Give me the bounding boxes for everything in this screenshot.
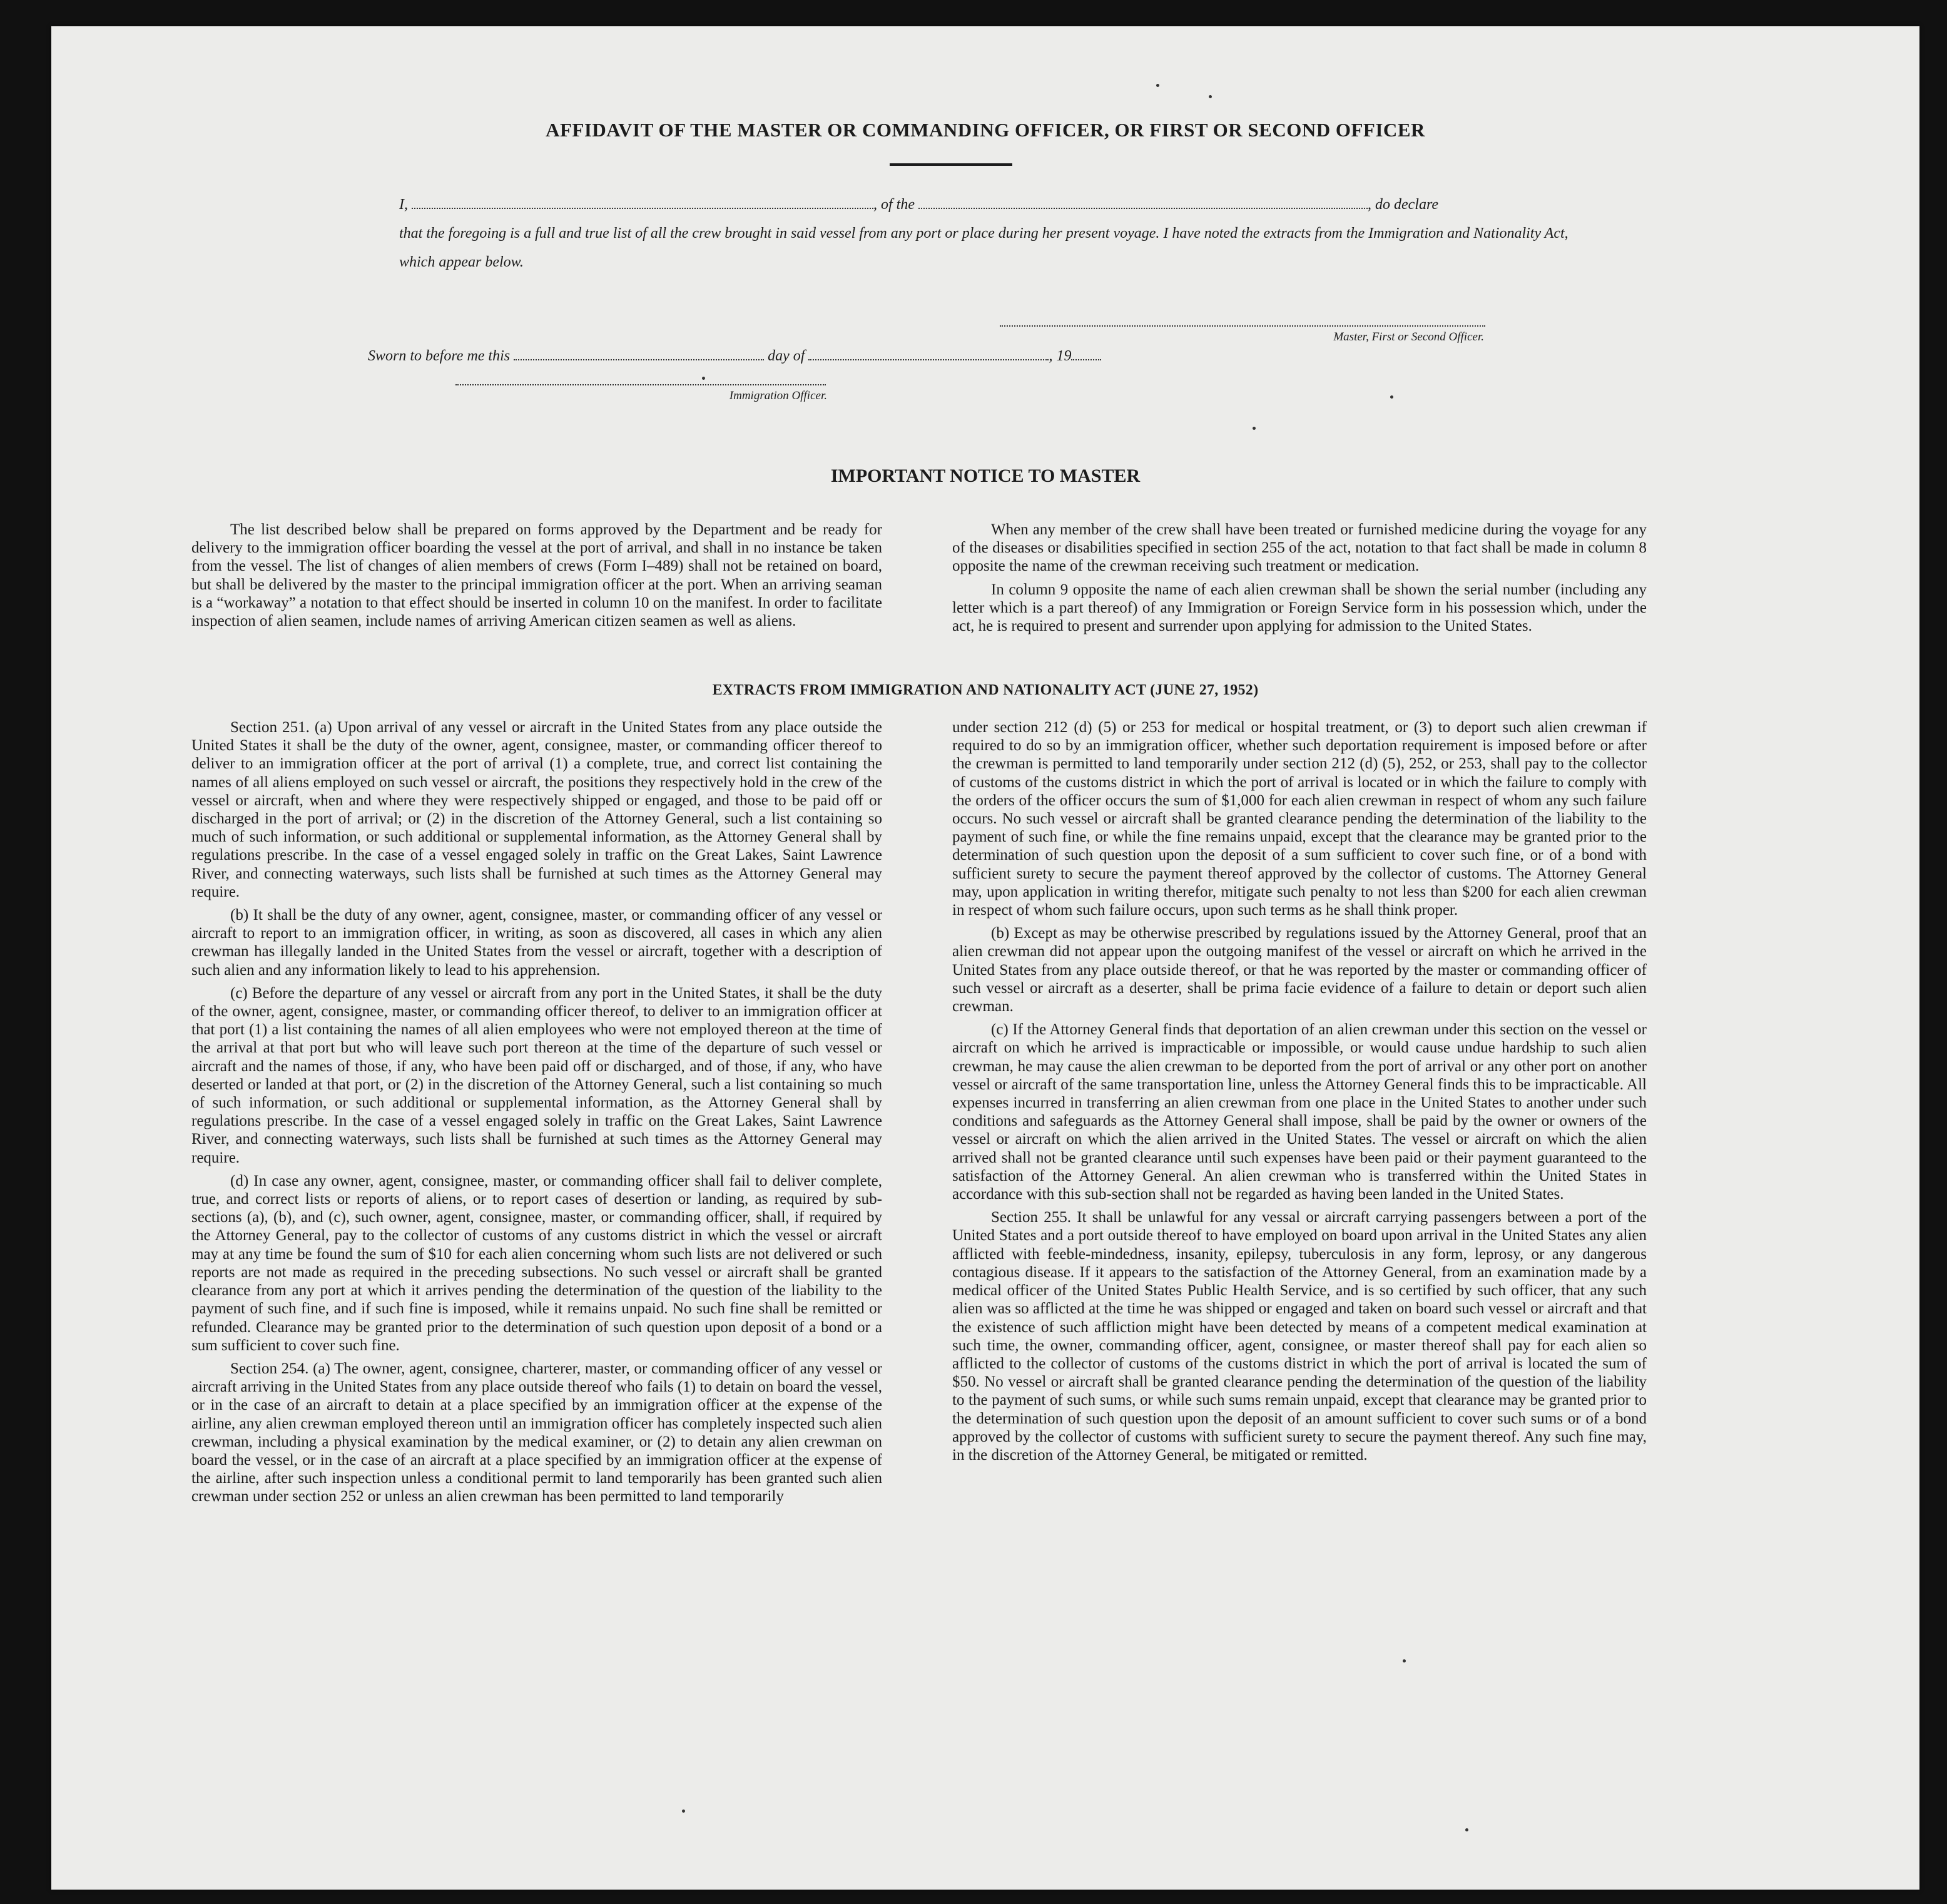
extracts-right-column [952,718,1647,1464]
affidavit-title: AFFIDAVIT OF THE MASTER OR COMMANDING OFFICER, OR FIRST OR SECOND OFFICER [546,119,1425,141]
vessel-field[interactable] [918,196,1368,209]
section-251c-paragraph: (c) Before the departure of any vessel or aircraft from any port in the United States, it shall be the duty of the owner, agent, consignee, master, or commanding officer thereof, to deliver to an immigration officer at that port (1) a list containing the names of all alien employees who were not employed thereon at the time of the arrival at that port but who will leave such port thereon at the time of the departure of such vessel or aircraft and the names of those, if any, who have been paid off or discharged, and of those, if any, who have deserted or landed at that port, or (2) in the discretion of the Attorney General, such a list containing so much of such information, or such additional or supplemental information, as the Attorney General shall by regulations prescribe. In the case of a vessel engaged solely in traffic on the Great Lakes, Saint Lawrence River, and connecting waterways, such lists shall be furnished at such times as the Attorney General may require. [191,984,882,1166]
sworn-label: Sworn to before me this [368,348,511,364]
do-declare-label: , do declare [1368,196,1439,213]
scan-speck [702,377,705,380]
master-caption: Master, First or Second Officer. [1333,330,1484,344]
section-251b-paragraph: (b) It shall be the duty of any owner, agent, consignee, master, or commanding officer of any vessel or aircraft to report to an immigration officer, in writing, as soon as discovered, all cases in which any alien crewman has illegally landed in the United States from the vessel or aircraft, together with a description of such alien and any information likely to lead to his apprehension. [191,907,882,979]
sworn-line [368,348,1101,365]
title-rule [890,163,1012,166]
scan-speck [682,1810,685,1813]
section-255-paragraph: Section 255. It shall be unlawful for any vessal or aircraft carrying passengers between a port of the United States and a port outside thereof to have employed on board upon arrival in the United States any alien afflicted with feeble-mindedness, insanity, epilepsy, tuberculosis in any form, leprosy, or any dangerous contagious disease. If it appears to the satisfaction of the Attorney General, from an examination made by a medical officer of the United States Public Health Service, and is so certified by such officer, that any such alien was so afflicted at the time he was shipped or engaged and taken on board such vessel or aircraft and that the existence of such affliction might have been detected by means of a competent medical examination at such time, the owner, commanding officer, agent, consignee, or master thereof shall pay for each alien so afflicted to the collector of customs of the customs district in which the port of arrival is located the sum of $50. No vessel or aircraft shall be granted clearance pending the determination of the question of the liability to the payment of such sums, or while such sums remain unpaid, except that clearance may be granted prior to the determination of such question upon the deposit of an amount sufficient to cover such sums or of a bond approved by the collector of customs with sufficient surety to secure the payment thereof. Any such fine may, in the discretion of the Attorney General, be mitigated or remitted. [952,1209,1647,1464]
extracts-left-column [191,718,882,1506]
notice-right-paragraph: When any member of the crew shall have been treated or furnished medicine during the voyage for any of the diseases or disabilities specified in section 255 of the act, notation to that fact shall be made in column 8 opposite the name of the crewman receiving such treatment or medication. [952,521,1647,575]
declaration-first-line [334,190,1585,219]
section-254a-continued-paragraph: under section 212 (d) (5) or 253 for medical or hospital treatment, or (3) to deport such alien crewman if required to do so by an immigration officer, whether such deportation requirement is imposed before or after the crewman is permitted to land temporarily under section 212 (d) (5), 252, or 253, shall pay to the collector of customs of the customs district in which the port of arrival is located or in which the failure to comply with the orders of the officer occurs the sum of $1,000 for each alien crewman in respect of whom any such failure occurs. No such vessel or aircraft shall be granted clearance pending the determination of the liability to the payment of such fine, or while the fine remains unpaid, except that the clearance may be granted prior to the determination of such question upon the deposit of a sum sufficient to cover such fine, or of a bond with sufficient surety to secure the payment thereof approved by the collector of customs. The Attorney General may, upon application in writing therefor, mitigate such penalty to not less than $200 for each alien crewman in respect of whom such failure occurs, upon such terms as he shall think proper. [952,719,1647,919]
sworn-month-field[interactable] [808,348,1049,360]
scan-speck [1253,427,1256,430]
notice-right-paragraph: In column 9 opposite the name of each alien crewman shall be shown the serial number (including any letter which is a part thereof) of any Immigration or Foreign Service form in his possession which, under the act, he is required to present and surrender upon applying for admission to the United States. [952,581,1647,635]
day-of-label: day of [768,348,805,364]
name-field[interactable] [412,196,873,209]
scan-speck [1156,84,1159,87]
sworn-day-field[interactable] [514,348,764,360]
sworn-year-field[interactable] [1071,348,1101,360]
section-251d-paragraph: (d) In case any owner, agent, consignee, master, or commanding officer shall fail to deliver complete, true, and correct lists or reports of aliens, or to report cases of desertion or landing, as required by sub-sections (a), (b), and (c), such owner, agent, consignee, master, or commanding officer, shall, if required by the Attorney General, pay to the collector of customs of any customs district in which the vessel or aircraft may at any time be found the sum of $10 for each alien concerning whom such lists are not delivered or such reports are not made as required in the preceding subsections. No such vessel or aircraft shall be granted clearance from any port at which it arrives pending the determination of the question of the liability to the payment of such fine, and if such fine is imposed, while it remains unpaid. No such fine shall be remitted or refunded. Clearance may be granted prior to the determination of such question upon deposit of a bond or a sum sufficient to cover such fine. [191,1172,882,1354]
year-label: , 19 [1049,348,1072,364]
officer-signature-line[interactable] [455,384,826,385]
notice-right-column [952,521,1647,635]
extracts-title: EXTRACTS FROM IMMIGRATION AND NATIONALITY ACT (JUNE 27, 1952) [712,682,1259,698]
officer-caption: Immigration Officer. [729,389,827,402]
notice-left-paragraph: The list described below shall be prepared on forms approved by the Department and be ready for delivery to the immigration officer boarding the vessel at the port of arrival, and shall in no instance be taken from the vessel. The list of changes of alien members of crews (Form I–489) shall not be retained on board, but shall be delivered by the master to the principal immigration officer at the port. When an arriving seaman is a “workaway” a notation to that effect should be inserted in column 10 on the manifest. In order to facilitate inspection of alien seamen, include names of arriving American citizen seamen as well as aliens. [191,521,882,630]
section-254a-paragraph: Section 254. (a) The owner, agent, consignee, charterer, master, or commanding officer of any vessel or aircraft arriving in the United States from any place outside thereof who fails (1) to detain on board the vessel, or in the case of an aircraft to detain at a place specified by an immigration officer at the expense of the airline, any alien crewman employed thereon until an immigration officer has completely inspected such alien crewman, including a physical examination by the medical examiner, or (2) to detain any alien crewman on board the vessel, or in the case of an aircraft at a place specified by an immigration officer at the expense of the airline, after such inspection unless a conditional permit to land temporarily has been granted such alien crewman under section 252 or unless an alien crewman has been permitted to land temporarily [191,1360,882,1505]
of-the-label: , of the [873,196,915,213]
master-signature-line[interactable] [1000,325,1485,327]
i-label: I, [399,196,408,213]
section-254b-paragraph: (b) Except as may be otherwise prescribed by regulations issued by the Attorney General, proof that an alien crewman did not appear upon the outgoing manifest of the vessel or aircraft on which he arrived in the United States from any place outside thereof, or that he was reported by the master or commanding officer of such vessel or aircraft as a deserter, shall be prima facie evidence of a failure to detain or deport such alien crewman. [952,925,1647,1016]
form-page [51,26,1919,1890]
declaration-block [334,190,1585,277]
declaration-text: that the foregoing is a full and true list of all the crew brought in said vessel from any port or place during her present voyage. I have noted the extracts from the Immigration and Nationality Act, which appear below. [399,225,1568,270]
section-254c-paragraph: (c) If the Attorney General finds that deportation of an alien crewman under this section on the vessel or aircraft on which he arrived is impracticable or impossible, or would cause undue hardship to such alien crewman, he may cause the alien crewman to be deported from the port of arrival or any other port on another vessel or aircraft of the same transportation line, unless the Attorney General finds this to be impracticable. All expenses incurred in transferring an alien crewman from one place in the United States to another under such conditions and safeguards as the Attorney General shall impose, shall be paid by the owner or owners of the vessel or aircraft on which the alien arrived in the United States. The vessel or aircraft on which the alien arrived shall not be granted clearance until such expenses have been paid or their payment guaranteed to the satisfaction of the Attorney General. An alien crewman who is transferred within the United States in accordance with this sub-section shall not be regarded as having been landed in the United States. [952,1021,1647,1203]
scan-speck [1465,1828,1468,1831]
notice-left-column [191,521,882,630]
notice-title: IMPORTANT NOTICE TO MASTER [830,466,1141,486]
scan-speck [1209,95,1212,98]
scan-speck [1403,1659,1406,1662]
scan-speck [1390,395,1393,399]
section-251a-paragraph: Section 251. (a) Upon arrival of any vessel or aircraft in the United States from any place outside the United States it shall be the duty of the owner, agent, consignee, master, or commanding officer thereof to deliver to an immigration officer at the port of arrival (1) a complete, true, and correct list containing the names of all aliens employed on such vessel or aircraft, the positions they respectively hold in the crew of the vessel or aircraft, when and where they were respectively shipped or engaged, and those to be paid off or discharged in the port of arrival; or (2) in the discretion of the Attorney General, such a list containing so much of such information, or such additional or supplemental information, as the Attorney General shall by regulations prescribe. In the case of a vessel engaged solely in traffic on the Great Lakes, Saint Lawrence River, and connecting waterways, such lists shall be furnished at such times as the Attorney General may require. [191,719,882,900]
